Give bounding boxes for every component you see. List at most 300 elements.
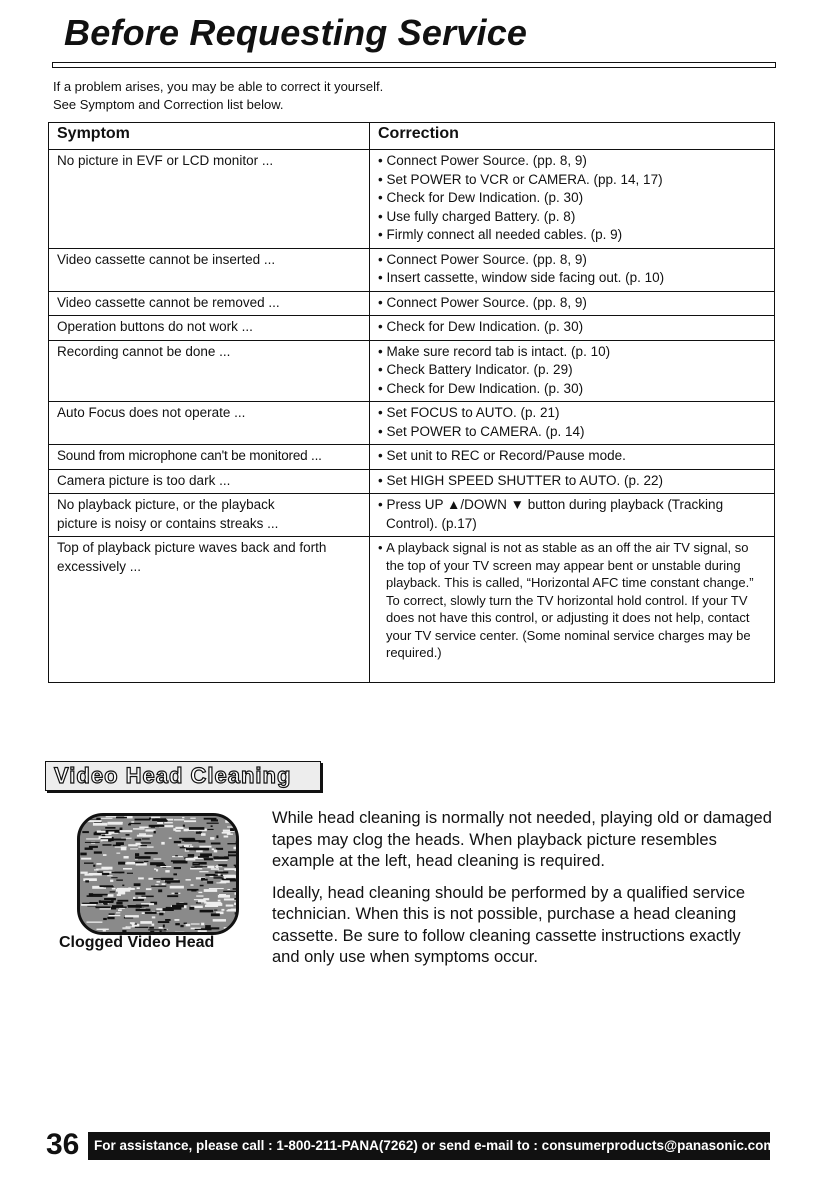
noise-streak <box>113 839 126 841</box>
noise-streak <box>204 889 218 892</box>
noise-streak <box>191 923 200 924</box>
noise-streak <box>211 825 213 827</box>
noise-streak <box>164 822 173 823</box>
correction-cell <box>370 291 775 316</box>
noise-streak <box>157 881 161 883</box>
noise-streak <box>228 851 236 853</box>
noise-streak <box>121 848 127 851</box>
noise-streak <box>141 842 151 843</box>
noise-streak <box>116 880 123 881</box>
noise-streak <box>133 828 145 829</box>
noise-streak <box>85 848 93 850</box>
noise-streak <box>144 861 148 862</box>
noise-streak <box>221 909 224 911</box>
noise-streak <box>99 818 112 819</box>
noise-streak <box>234 898 236 900</box>
noise-streak <box>218 874 221 876</box>
noise-streak <box>173 873 177 875</box>
table-row <box>49 291 775 316</box>
noise-streak <box>85 880 89 882</box>
correction-item: • Set POWER to VCR or CAMERA. (pp. 14, 17) <box>378 171 768 190</box>
correction-item: • Set HIGH SPEED SHUTTER to AUTO. (p. 22) <box>378 472 768 491</box>
correction-cell <box>370 469 775 494</box>
noise-streak <box>174 919 179 921</box>
noise-streak <box>120 830 133 832</box>
noise-streak <box>136 909 151 911</box>
noise-streak <box>114 830 120 833</box>
noise-streak <box>207 881 213 884</box>
noise-streak <box>186 924 191 927</box>
noise-streak <box>161 842 164 845</box>
section-heading-text: Video Head Cleaning <box>54 763 292 788</box>
noise-streak <box>213 919 226 922</box>
noise-streak <box>211 843 221 845</box>
symptom-cell <box>49 537 370 683</box>
noise-streak <box>86 820 102 822</box>
noise-streak <box>228 854 236 856</box>
noise-streak <box>196 850 203 852</box>
noise-streak <box>109 822 123 823</box>
noise-streak <box>145 852 156 854</box>
image-caption: Clogged Video Head <box>59 934 215 951</box>
noise-streak <box>122 927 130 928</box>
assistance-footer: For assistance, please call : 1-800-211-PANA(7262) or send e-mail to : consumerproducts@panasonic.com <box>88 1132 770 1160</box>
noise-streak <box>204 858 213 860</box>
symptom-text: Recording cannot be done ... <box>57 343 231 359</box>
table-row <box>49 537 775 683</box>
noise-streak <box>96 906 111 908</box>
noise-streak <box>227 889 230 890</box>
correction-item: • Check for Dew Indication. (p. 30) <box>378 318 768 337</box>
noise-streak <box>175 893 179 895</box>
noise-streak <box>142 838 150 839</box>
noise-streak <box>169 838 172 839</box>
noise-streak <box>146 888 152 890</box>
correction-header: Correction <box>370 123 775 150</box>
noise-streak <box>104 898 116 900</box>
noise-streak <box>160 866 171 867</box>
noise-streak <box>173 861 188 863</box>
noise-streak <box>224 836 229 838</box>
noise-streak <box>155 884 158 885</box>
noise-streak <box>184 820 196 822</box>
correction-item: • Check Battery Indicator. (p. 29) <box>378 361 768 380</box>
noise-streak <box>192 864 199 866</box>
noise-streak <box>109 915 121 916</box>
noise-streak <box>158 889 162 892</box>
correction-item: • Use fully charged Battery. (p. 8) <box>378 208 768 227</box>
noise-streak <box>163 908 174 911</box>
noise-streak <box>93 823 107 826</box>
noise-streak <box>206 902 221 905</box>
paragraph: While head cleaning is normally not needed, playing old or damaged tapes may clog the heads. When playback picture resembles example at the left, head cleaning is required. <box>272 809 772 870</box>
table-row <box>49 469 775 494</box>
noise-streak <box>149 927 154 929</box>
noise-streak <box>216 848 223 850</box>
correction-cell <box>370 340 775 402</box>
noise-streak <box>212 848 214 850</box>
noise-streak <box>200 885 204 887</box>
correction-item: • Make sure record tab is intact. (p. 10) <box>378 343 768 362</box>
noise-streak <box>218 895 230 898</box>
noise-streak <box>105 827 115 829</box>
noise-streak <box>86 838 100 839</box>
noise-streak <box>138 846 153 847</box>
noise-streak <box>131 923 135 925</box>
noise-streak <box>224 927 236 928</box>
noise-streak <box>122 885 124 887</box>
noise-streak <box>152 916 156 918</box>
noise-streak <box>151 826 155 827</box>
noise-streak <box>116 912 120 913</box>
noise-streak <box>211 913 220 916</box>
noise-streak <box>112 888 116 890</box>
noise-streak <box>214 850 218 853</box>
noise-streak <box>99 836 112 838</box>
intro-text <box>53 78 383 114</box>
noise-streak <box>135 927 149 928</box>
noise-streak <box>96 818 100 821</box>
noise-streak <box>148 929 164 930</box>
noise-streak <box>205 927 219 929</box>
symptom-text: Top of playback picture waves back and forth excessively ... <box>57 540 327 574</box>
noise-streak <box>226 905 234 907</box>
noise-streak <box>190 818 195 819</box>
correction-cell <box>370 445 775 470</box>
noise-streak <box>230 828 236 831</box>
symptom-cell <box>49 150 370 249</box>
noise-streak <box>165 919 171 921</box>
noise-streak <box>100 885 114 887</box>
noise-streak <box>122 930 126 932</box>
noise-streak <box>184 840 200 842</box>
noise-streak <box>94 869 99 870</box>
noise-streak <box>159 927 163 929</box>
noise-streak <box>210 837 214 840</box>
noise-streak <box>93 865 95 867</box>
noise-streak <box>110 880 113 882</box>
noise-streak <box>234 865 236 866</box>
noise-streak <box>167 895 178 897</box>
table-row <box>49 445 775 470</box>
symptom-cell <box>49 291 370 316</box>
noise-streak <box>227 843 236 844</box>
noise-streak <box>233 817 236 819</box>
noise-streak <box>112 872 125 874</box>
noise-streak <box>224 868 236 870</box>
symptom-cell <box>49 445 370 470</box>
correction-item: • Press UP ▲/DOWN ▼ button during playback (Tracking Control). (p.17) <box>378 496 768 533</box>
noise-streak <box>188 854 195 857</box>
noise-streak <box>187 889 198 891</box>
noise-streak <box>200 910 214 913</box>
noise-streak <box>116 817 127 819</box>
noise-streak <box>110 891 116 892</box>
correction-item: • Connect Power Source. (pp. 8, 9) <box>378 251 768 270</box>
noise-streak <box>231 924 236 927</box>
table-row <box>49 402 775 445</box>
noise-streak <box>116 902 122 905</box>
noise-streak <box>189 827 205 830</box>
noise-streak <box>224 898 236 900</box>
noise-streak <box>194 899 205 900</box>
noise-streak <box>190 868 202 870</box>
correction-cell <box>370 248 775 291</box>
noise-streak <box>186 879 191 881</box>
noise-streak <box>227 834 233 835</box>
noise-streak <box>140 921 152 924</box>
correction-item: • Insert cassette, window side facing out. (p. 10) <box>378 269 768 288</box>
noise-streak <box>233 888 236 890</box>
noise-streak <box>127 873 133 874</box>
noise-streak <box>209 888 224 889</box>
symptom-text: Camera picture is too dark ... <box>57 472 231 488</box>
noise-streak <box>214 860 227 861</box>
noise-streak <box>164 929 167 931</box>
correction-cell <box>370 150 775 249</box>
noise-streak <box>195 929 204 930</box>
head-cleaning-body <box>272 808 772 979</box>
symptom-text: No picture in EVF or LCD monitor ... <box>57 153 274 168</box>
noise-streak <box>128 905 142 908</box>
noise-streak <box>123 868 132 870</box>
noise-streak <box>199 871 208 872</box>
noise-streak <box>102 844 111 846</box>
noise-streak <box>151 817 160 819</box>
noise-streak <box>185 858 195 861</box>
correction-item: • Set POWER to CAMERA. (p. 14) <box>378 423 768 442</box>
correction-cell <box>370 494 775 537</box>
table-row <box>49 340 775 402</box>
noise-streak <box>204 849 208 850</box>
noise-streak <box>218 900 221 902</box>
noise-streak <box>117 888 126 891</box>
noise-streak <box>234 847 237 850</box>
noise-streak <box>135 892 145 895</box>
noise-streak <box>103 854 107 856</box>
symptom-cell <box>49 316 370 341</box>
noise-streak <box>116 853 120 854</box>
noise-streak <box>216 835 218 838</box>
noise-streak <box>170 886 184 889</box>
symptom-text: Video cassette cannot be inserted ... <box>57 251 276 267</box>
table-row <box>49 316 775 341</box>
noise-streak <box>126 862 135 865</box>
correction-cell <box>370 402 775 445</box>
noise-streak <box>215 866 222 867</box>
noise-streak <box>82 903 91 904</box>
noise-streak <box>135 839 142 841</box>
noise-streak <box>125 888 135 890</box>
noise-streak <box>134 883 141 886</box>
noise-streak <box>85 878 96 879</box>
noise-streak <box>89 893 93 896</box>
noise-streak <box>178 844 192 845</box>
noise-streak <box>135 853 139 856</box>
paragraph: Ideally, head cleaning should be performed by a qualified service technician. When this is not possible, purchase a head cleaning cassette. Be sure to follow cleaning cassette instructions exactly and only use when symptoms occur. <box>272 883 745 966</box>
noise-streak <box>154 868 156 869</box>
noise-streak <box>156 869 158 871</box>
noise-streak <box>227 826 234 827</box>
noise-streak <box>118 892 125 895</box>
video-head-cleaning-heading <box>45 761 321 791</box>
symptom-cell <box>49 494 370 537</box>
noise-streak <box>189 907 194 910</box>
noise-streak <box>186 848 199 851</box>
symptom-text: Video cassette cannot be removed ... <box>57 294 280 310</box>
noise-streak <box>111 877 117 878</box>
noise-streak <box>125 915 139 917</box>
noise-streak <box>90 931 92 932</box>
noise-streak <box>96 863 101 865</box>
noise-streak <box>165 880 180 883</box>
noise-streak <box>154 831 156 834</box>
noise-streak <box>175 855 178 856</box>
symptom-text: Operation buttons do not work ... <box>57 319 253 334</box>
noise-streak <box>84 863 94 864</box>
noise-streak <box>129 823 141 824</box>
noise-streak <box>106 816 117 817</box>
correction-item: • Connect Power Source. (pp. 8, 9) <box>378 294 768 313</box>
noise-streak <box>211 868 219 870</box>
clogged-video-head-image <box>77 813 239 935</box>
table-row <box>49 494 775 537</box>
noise-streak <box>201 879 208 881</box>
noise-streak <box>137 887 140 889</box>
noise-streak <box>223 891 236 892</box>
noise-streak <box>128 844 137 846</box>
noise-streak <box>153 858 161 859</box>
noise-streak <box>222 832 231 834</box>
symptom-cell <box>49 402 370 445</box>
noise-streak <box>118 909 122 911</box>
noise-streak <box>205 874 215 876</box>
noise-streak <box>81 858 91 860</box>
noise-streak <box>216 882 226 883</box>
noise-streak <box>201 833 206 836</box>
noise-streak <box>200 853 212 856</box>
symptom-cell <box>49 469 370 494</box>
noise-streak <box>211 819 218 821</box>
noise-streak <box>97 831 106 833</box>
correction-cell <box>370 316 775 341</box>
noise-streak <box>198 930 207 932</box>
noise-streak <box>139 827 148 829</box>
noise-streak <box>196 831 202 834</box>
noise-streak <box>89 873 102 876</box>
noise-streak <box>107 875 112 876</box>
noise-streak <box>159 912 163 915</box>
noise-streak <box>133 899 144 901</box>
noise-streak <box>139 833 146 835</box>
noise-streak <box>120 828 123 831</box>
page-number: 36 <box>46 1128 80 1161</box>
noise-streak <box>157 822 163 824</box>
correction-item: • Connect Power Source. (pp. 8, 9) <box>378 152 768 171</box>
noise-streak <box>95 832 97 835</box>
symptom-text: Auto Focus does not operate ... <box>57 405 246 420</box>
noise-streak <box>194 866 207 867</box>
noise-streak <box>99 900 114 903</box>
noise-streak <box>207 829 213 830</box>
noise-streak <box>87 922 103 923</box>
noise-streak <box>198 892 202 893</box>
noise-streak <box>163 925 165 928</box>
noise-streak <box>148 878 152 880</box>
symptom-correction-table <box>48 122 775 683</box>
noise-streak <box>111 907 116 910</box>
noise-streak <box>183 825 185 827</box>
noise-streak <box>103 903 108 904</box>
noise-streak <box>118 862 125 865</box>
noise-streak <box>124 856 129 859</box>
noise-streak <box>174 819 185 820</box>
noise-streak <box>235 892 237 894</box>
noise-streak <box>83 931 85 932</box>
noise-streak <box>107 894 113 897</box>
correction-item: • Check for Dew Indication. (p. 30) <box>378 189 768 208</box>
noise-streak <box>126 834 130 836</box>
noise-streak <box>198 900 205 902</box>
noise-streak <box>227 910 237 912</box>
correction-item: • Check for Dew Indication. (p. 30) <box>378 380 768 399</box>
noise-streak <box>201 923 204 926</box>
noise-streak <box>145 912 157 914</box>
noise-streak <box>224 876 226 879</box>
noise-streak <box>158 921 170 923</box>
noise-streak <box>152 924 155 926</box>
noise-streak <box>234 903 236 905</box>
noise-streak <box>135 819 151 821</box>
noise-streak <box>234 820 236 823</box>
noise-streak <box>179 838 195 840</box>
noise-streak <box>215 871 229 873</box>
noise-streak <box>82 831 89 833</box>
noise-streak <box>198 856 209 858</box>
noise-streak <box>150 931 154 932</box>
symptom-text: No playback picture, or the playback picture is noisy or contains streaks ... <box>57 497 279 531</box>
noise-streak <box>138 897 146 899</box>
correction-item: • Set FOCUS to AUTO. (p. 21) <box>378 404 768 423</box>
noise-streak <box>92 894 108 896</box>
noise-streak <box>175 827 183 829</box>
noise-streak <box>174 841 181 843</box>
noise-streak <box>97 929 109 930</box>
noise-streak <box>162 883 166 885</box>
noise-streak <box>225 820 236 823</box>
noise-streak <box>107 917 114 919</box>
noise-streak <box>207 823 219 824</box>
correction-item: • Set unit to REC or Record/Pause mode. <box>378 447 768 466</box>
symptom-text: Sound from microphone can't be monitored ... <box>57 448 322 463</box>
table-row <box>49 150 775 249</box>
noise-streak <box>204 818 217 820</box>
correction-cell <box>370 537 775 683</box>
noise-streak <box>235 912 236 914</box>
symptom-header: Symptom <box>49 123 370 150</box>
noise-streak <box>175 923 180 925</box>
noise-streak <box>130 848 138 849</box>
table-row <box>49 248 775 291</box>
noise-streak <box>191 884 194 886</box>
intro-line: If a problem arises, you may be able to correct it yourself. <box>53 79 384 94</box>
noise-streak <box>138 877 144 879</box>
noise-streak <box>180 925 183 927</box>
title-rule <box>52 62 776 68</box>
noise-streak <box>223 875 236 877</box>
noise-streak <box>205 905 218 907</box>
noise-streak <box>199 846 211 848</box>
